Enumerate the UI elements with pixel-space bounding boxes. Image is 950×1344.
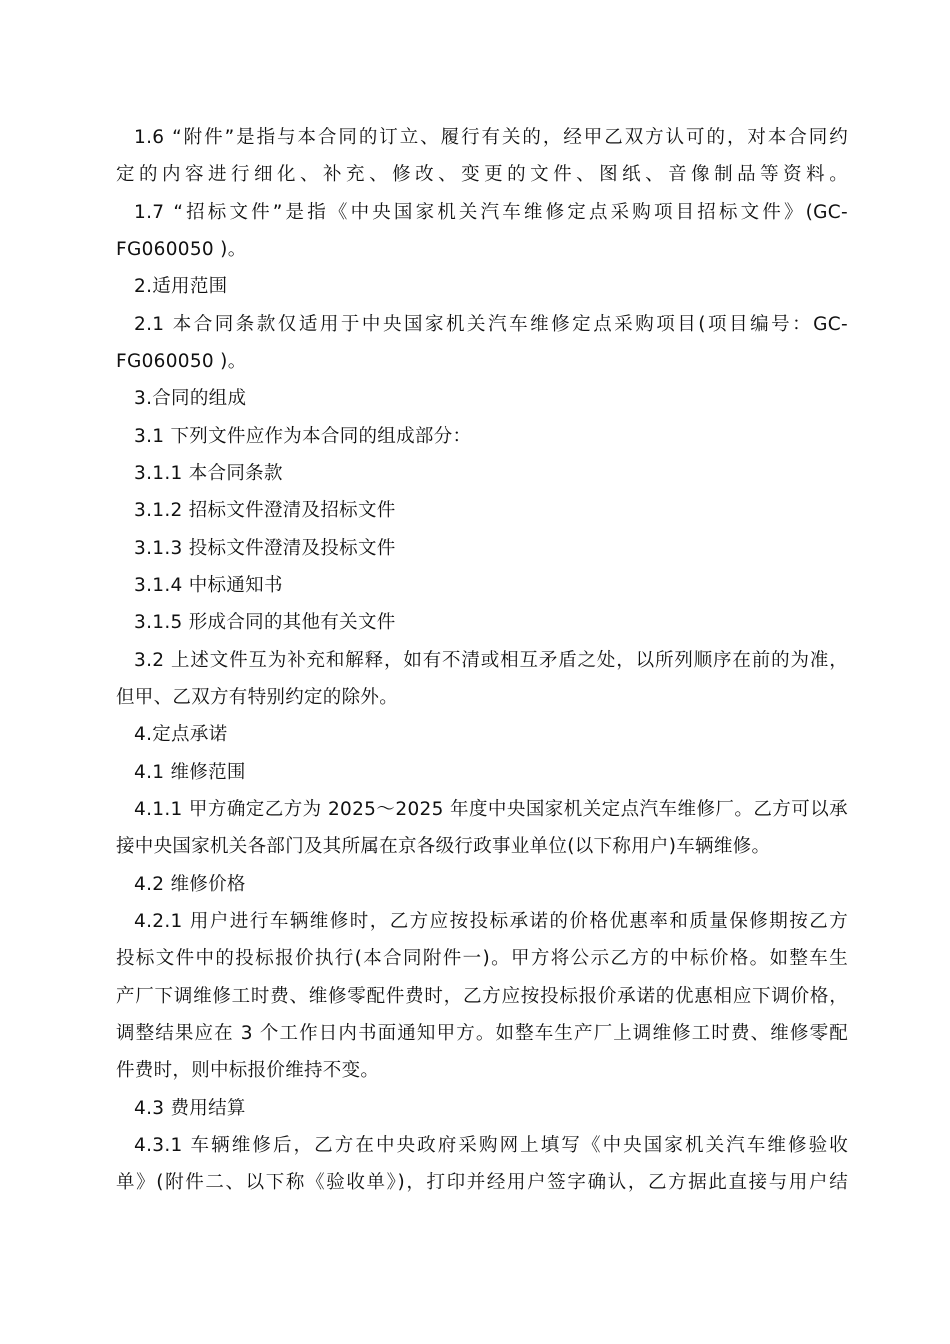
clause-3-1-5: 3.1.5 形成合同的其他有关文件 (134, 612, 396, 633)
clause-4-2-1-line-1: 4.2.1 用户进行车辆维修时，乙方应按投标承诺的价格优惠率和质量保修期按乙方 (134, 911, 848, 932)
clause-3-1-2: 3.1.2 招标文件澄清及招标文件 (134, 500, 396, 521)
clause-4-1-1-line-1: 4.1.1 甲方确定乙方为 2025～2025 年度中央国家机关定点汽车维修厂。乙方可以承 (134, 799, 848, 820)
clause-3-2-line-2: 但甲、乙双方有特别约定的除外。 (116, 687, 399, 708)
clause-3-2-line-1: 3.2 上述文件互为补充和解释，如有不清或相互矛盾之处，以所列顺序在前的为准， (134, 650, 848, 671)
clause-1-7-line-1: 1.7 “招标文件”是指《中央国家机关汽车维修定点采购项目招标文件》(GC- (134, 202, 848, 223)
clause-3-1-1: 3.1.1 本合同条款 (134, 463, 283, 484)
section-4-heading: 4.定点承诺 (134, 724, 228, 745)
clause-1-7-line-2: FG060050 )。 (116, 239, 247, 260)
section-2-heading: 2.适用范围 (134, 276, 228, 297)
clause-4-2-heading: 4.2 维修价格 (134, 874, 246, 895)
clause-3-1: 3.1 下列文件应作为本合同的组成部分： (134, 426, 472, 447)
clause-1-6-line-2: 定的内容进行细化、补充、修改、变更的文件、图纸、音像制品等资料。 (116, 164, 848, 185)
clause-1-6-line-1: 1.6 “附件”是指与本合同的订立、履行有关的，经甲乙双方认可的，对本合同约 (134, 127, 848, 148)
clause-4-3-1-line-1: 4.3.1 车辆维修后，乙方在中央政府采购网上填写《中央国家机关汽车维修验收 (134, 1135, 848, 1156)
clause-3-1-4: 3.1.4 中标通知书 (134, 575, 283, 596)
clause-4-1-1-line-2: 接中央国家机关各部门及其所属在京各级行政事业单位(以下称用户)车辆维修。 (116, 836, 771, 857)
clause-4-2-1-line-3: 产厂下调维修工时费、维修零配件费时，乙方应按投标报价承诺的优惠相应下调价格， (116, 986, 848, 1007)
clause-4-2-1-line-5: 件费时，则中标报价维持不变。 (116, 1060, 380, 1081)
section-3-heading: 3.合同的组成 (134, 388, 247, 409)
clause-4-2-1-line-2: 投标文件中的投标报价执行(本合同附件一)。甲方将公示乙方的中标价格。如整车生 (116, 948, 848, 969)
clause-3-1-3: 3.1.3 投标文件澄清及投标文件 (134, 538, 396, 559)
clause-4-1-heading: 4.1 维修范围 (134, 762, 246, 783)
clause-4-2-1-line-4: 调整结果应在 3 个工作日内书面通知甲方。如整车生产厂上调维修工时费、维修零配 (116, 1023, 848, 1044)
clause-2-1-line-2: FG060050 )。 (116, 351, 247, 372)
clause-4-3-heading: 4.3 费用结算 (134, 1098, 246, 1119)
clause-2-1-line-1: 2.1 本合同条款仅适用于中央国家机关汽车维修定点采购项目(项目编号：GC- (134, 314, 848, 335)
clause-4-3-1-line-2: 单》(附件二、以下称《验收单》)，打印并经用户签字确认，乙方据此直接与用户结 (116, 1172, 848, 1193)
